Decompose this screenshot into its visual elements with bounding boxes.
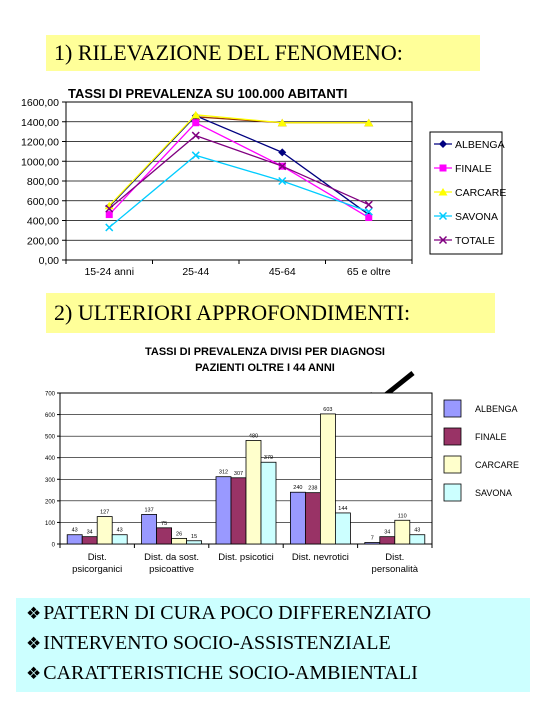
line-chart-series-point [192, 119, 199, 126]
conclusion-item [26, 662, 418, 685]
bar-chart-x-tick-label: psicoattive [149, 564, 195, 575]
line-chart-x-tick-label: 15-24 anni [84, 266, 135, 278]
prevalence-line-chart [0, 78, 540, 283]
bar-chart-data-label: 240 [293, 485, 303, 492]
bar-chart-data-label: 144 [338, 505, 348, 512]
bar-chart-bar [395, 520, 410, 544]
bar-chart-bar [365, 542, 380, 544]
bar-chart-subtitle: PAZIENTI OLTRE I 44 ANNI [195, 362, 335, 374]
bar-chart-bar [410, 535, 425, 544]
bar-chart-bar [305, 493, 320, 544]
bar-chart-x-tick-label: Dist. [385, 552, 405, 563]
line-chart-x-tick-label: 45-64 [268, 266, 296, 278]
diamond-bullet-icon: ❖ [26, 604, 42, 624]
section-heading-2: 2) ULTERIORI APPROFONDIMENTI: [46, 293, 495, 333]
bar-chart-bar [290, 492, 305, 544]
bar-chart-bar [320, 414, 335, 544]
line-chart-legend-label: TOTALE [455, 235, 495, 247]
bar-chart-bar [112, 535, 127, 544]
bar-chart-data-label: 43 [414, 527, 421, 534]
bar-chart-bar [380, 537, 395, 544]
bar-chart-data-label: 7 [370, 535, 374, 542]
bar-chart-bar [172, 538, 187, 544]
bar-chart-y-tick-label: 600 [44, 413, 55, 420]
line-chart-legend [430, 132, 506, 254]
line-chart-title: TASSI DI PREVALENZA SU 100.000 ABITANTI [68, 86, 348, 101]
bar-chart-data-label: 75 [161, 520, 168, 527]
bar-chart-data-label: 379 [263, 455, 274, 462]
bar-chart-title: TASSI DI PREVALENZA DIVISI PER DIAGNOSI [145, 346, 385, 358]
bar-chart-legend-label: FINALE [475, 432, 507, 442]
conclusion-text: PATTERN DI CURA POCO DIFFERENZIATO [43, 602, 432, 624]
bar-chart-data-label: 312 [218, 469, 229, 476]
bar-chart-legend-label: SAVONA [475, 488, 512, 498]
line-chart-y-tick-label: 400,00 [26, 215, 59, 228]
diagnosis-bar-chart [0, 335, 540, 595]
line-chart-y-tick-label: 1400,00 [21, 116, 59, 129]
bar-chart-bar [82, 537, 97, 544]
bar-chart-legend-label: CARCARE [475, 460, 520, 470]
bar-chart-bar [261, 462, 276, 544]
bar-chart-x-tick-label: Dist. [87, 552, 107, 563]
bar-chart-y-tick-label: 100 [44, 520, 55, 527]
line-chart-plot-area [21, 97, 412, 278]
bar-chart-data-label: 110 [397, 513, 407, 520]
bar-chart-x-tick-label: personalità [371, 564, 419, 575]
bar-chart-y-tick-label: 0 [51, 542, 55, 549]
conclusion-item [26, 602, 431, 625]
line-chart-y-tick-label: 800,00 [26, 176, 59, 188]
bar-chart-y-tick-label: 200 [44, 499, 55, 506]
line-chart-legend-label: CARCARE [455, 187, 507, 199]
bar-chart-y-tick-label: 700 [44, 391, 55, 398]
line-chart-x-tick-label: 65 e oltre [346, 266, 391, 278]
conclusion-text: INTERVENTO SOCIO-ASSISTENZIALE [43, 632, 391, 654]
bar-chart-data-label: 307 [233, 470, 244, 477]
line-chart-y-tick-label: 1600,00 [21, 97, 59, 109]
bar-chart-data-label: 137 [144, 507, 154, 514]
bar-chart-data-label: 480 [248, 433, 259, 440]
bar-chart-data-label: 15 [191, 533, 198, 540]
bar-chart-data-label: 43 [116, 527, 123, 534]
bar-chart-legend-swatch [444, 428, 461, 445]
line-chart-legend-label: FINALE [455, 163, 492, 175]
bar-chart-bar [246, 440, 261, 544]
bar-chart-x-tick-label: Dist. psicotici [218, 552, 274, 563]
bar-chart-bar [67, 535, 82, 544]
bar-chart-legend-swatch [444, 400, 461, 417]
bar-chart-data-label: 238 [308, 485, 318, 492]
conclusion-item [26, 632, 391, 655]
bar-chart-data-label: 43 [71, 527, 78, 534]
bar-chart-bar [142, 514, 157, 544]
legend-marker [440, 165, 447, 172]
bar-chart-legend-swatch [444, 456, 461, 473]
bar-chart-bar [157, 528, 172, 544]
bar-chart-bar [335, 513, 350, 544]
bar-chart-legend [444, 400, 519, 501]
bar-chart-legend-swatch [444, 484, 461, 501]
line-chart-legend-label: ALBENGA [455, 139, 505, 151]
bar-chart-y-tick-label: 500 [44, 434, 55, 441]
line-chart-legend-label: SAVONA [455, 211, 498, 223]
conclusion-text: CARATTERISTICHE SOCIO-AMBIENTALI [43, 662, 418, 684]
bar-chart-data-label: 603 [323, 406, 333, 413]
line-chart-y-tick-label: 0,00 [38, 255, 59, 267]
bar-chart-bar [216, 477, 231, 544]
line-chart-y-tick-label: 200,00 [26, 235, 59, 248]
section-heading-1: 1) RILEVAZIONE DEL FENOMENO: [46, 35, 480, 71]
bar-chart-bar [231, 478, 246, 544]
bar-chart-legend-label: ALBENGA [475, 404, 518, 414]
conclusions-box [16, 598, 530, 692]
bar-chart-plot-area [45, 392, 432, 576]
bar-chart-x-tick-label: Dist. nevrotici [291, 552, 349, 563]
diamond-bullet-icon: ❖ [26, 634, 42, 654]
line-chart-x-tick-label: 25-44 [182, 266, 210, 278]
bar-chart-data-label: 34 [86, 529, 93, 536]
bar-chart-x-tick-label: psicorganici [72, 564, 123, 575]
bar-chart-x-tick-label: Dist. da sost. [144, 552, 200, 563]
bar-chart-data-label: 34 [384, 529, 391, 536]
bar-chart-y-tick-label: 400 [44, 456, 55, 463]
bar-chart-data-label: 26 [176, 531, 183, 538]
line-chart-y-tick-label: 1200,00 [21, 136, 59, 149]
line-chart-y-tick-label: 1000,00 [21, 156, 59, 169]
bar-chart-bar [97, 517, 112, 544]
bar-chart-data-label: 127 [100, 509, 110, 516]
bar-chart-y-tick-label: 300 [44, 477, 55, 484]
diamond-bullet-icon: ❖ [26, 664, 42, 684]
line-chart-y-tick-label: 600,00 [26, 195, 59, 208]
bar-chart-bar [187, 541, 202, 544]
